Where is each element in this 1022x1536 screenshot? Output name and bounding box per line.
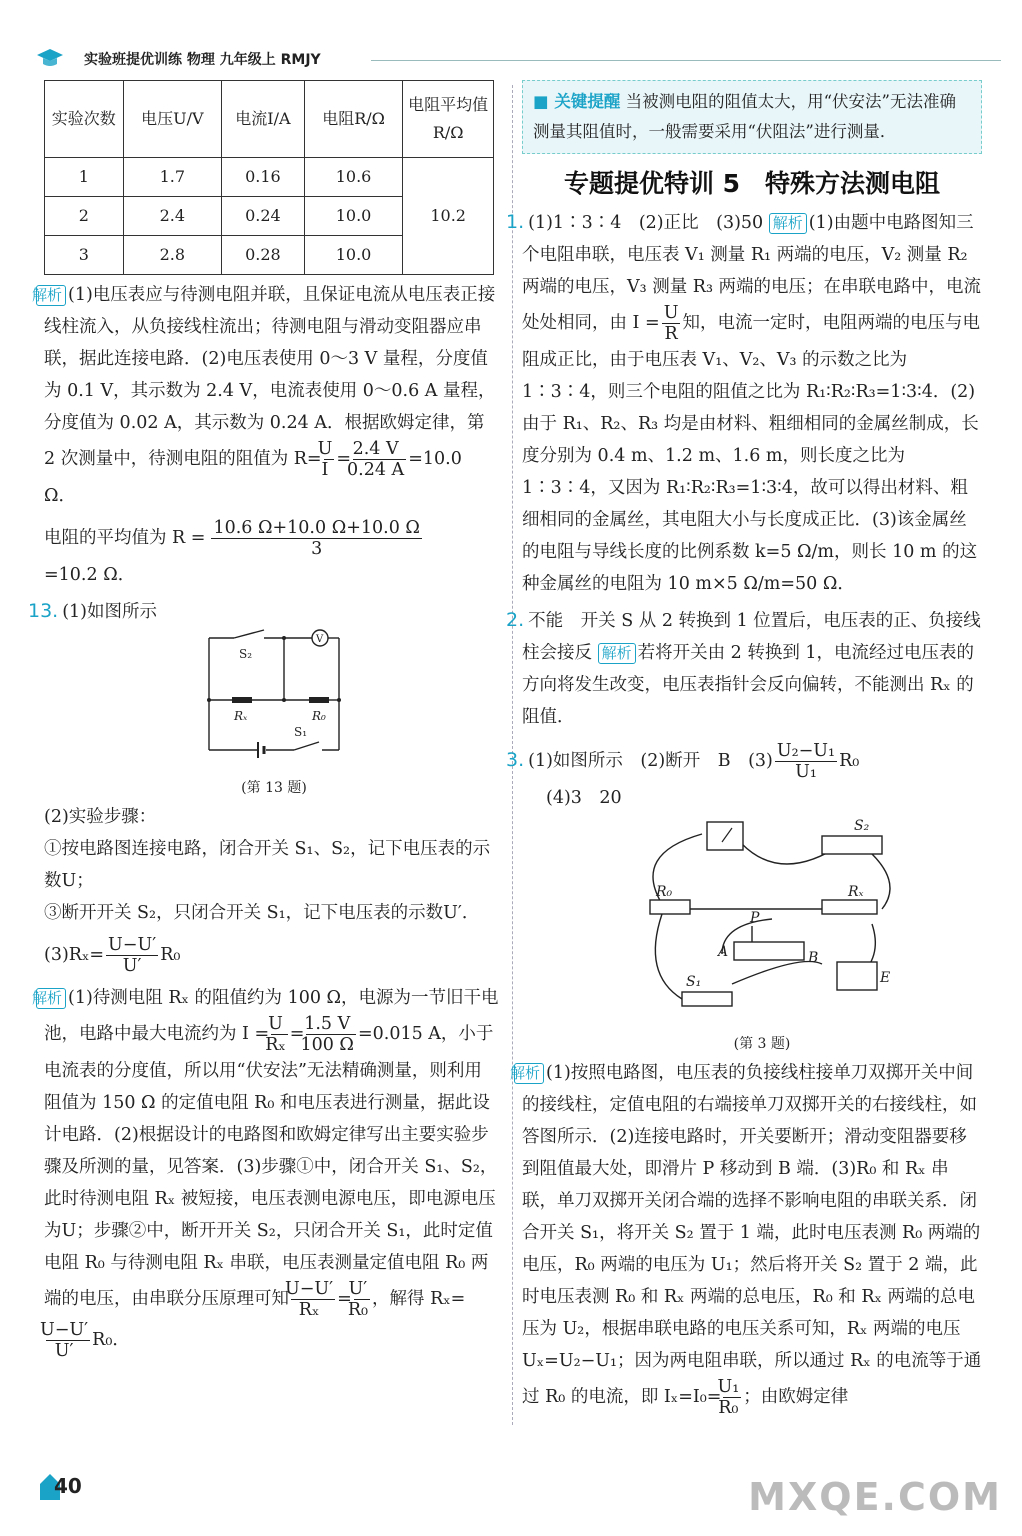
fraction: $\frac{U}{R}$ [663,303,679,344]
table-header: 电阻R/Ω [304,81,403,158]
table-header: 电压U/V [123,81,222,158]
key-reminder-box: ■ 关键提醒 当被测电阻的阻值太大，用“伏安法”无法准确测量其阻值时，一般需要采用“伏阻法”进行测量． [522,80,982,154]
fraction: $\frac{U'}{\text{R₀}}$ [347,1279,369,1320]
analysis-3: 解析 (1)按照电路图，电压表的负接线柱接单刀双掷开关中间的接线柱，定值电阻的右端接单刀双掷开关的右接线柱，如答图所示．(2)连接电路时，开关要断开；滑动变阻器要移到阻值最大处，即滑片 P 移动到 B 端．(3)R₀ 和 Rₓ 串联，单刀双掷开关闭合端的选择不影响电阻的串联关系．闭合开关 S₁，将开关 S₂ 置于 1 端，此时电压表测 R₀ 两端的电压，R₀ 两端的电压为 U₁；然后将开关 S₂ 置于 2 端，此时电压表测 R₀ 和 Rₓ 两端的总电压，R₀ 和 Rₓ 两端的总电压为 U₂，根据串联电路的电压关系可知，Rₓ 两端的电压 Uₓ=U₂−U₁；因为两电阻串联，所以通过 Rₓ 的电流等于通过 R₀ 的电流，即 Iₓ=I₀= $\frac{\text{U₁}}{\text{R₀}}$ ；由欧姆定律 [510,1063,982,1418]
header-title: 实验班提优训练 物理 九年级上 RMJY [84,52,321,68]
table-cell: 2.4 [123,197,222,236]
fraction: $\frac{2.4 V}{0.24 A}$ [347,439,405,480]
page-number: 40 [54,1474,82,1498]
key-reminder-label: ■ 关键提醒 [533,92,621,111]
fraction: $\frac{U-U'}{U'}$ [108,935,157,976]
fraction: $\frac{1.5 V}{100 \Omega}$ [300,1014,354,1055]
figure-caption: (第 3 题) [733,1036,791,1052]
page-number-box [40,1470,80,1500]
left-column [28,80,499,1361]
fraction: $\frac{U}{I}$ [317,439,333,480]
right-column [506,80,982,1418]
question-number: 1. [506,211,525,233]
table-cell: 1 [45,158,124,197]
table-cell: 10.0 [304,236,403,275]
steps-heading: (2)实验步骤： [44,807,157,827]
fraction: $\frac{U-U'}{\text{Rₓ}}$ [285,1279,334,1320]
table-cell: 3 [45,236,124,275]
table-cell: 10.6 [304,158,403,197]
fraction: $\frac{\text{U₂−U₁}}{\text{U₁}}$ [776,741,836,782]
svg-text:S₁: S₁ [294,725,308,739]
question-number: 2. [506,609,525,631]
answer-13-3: (3)Rₓ= $\frac{U-U'}{U'}$ R₀ [44,935,181,976]
fraction: $\frac{\text{U₁}}{\text{R₀}}$ [717,1377,740,1418]
table-header: 实验次数 [45,81,124,158]
figure-13 [204,628,344,797]
question-2: 2. 不能 开关 S 从 2 转换到 1 位置后，电压表的正、负接线柱会接反 解析 若将开关由 2 转换到 1，电流经过电压表的方向将发生改变，电压表指针会反向偏转，不能测出 Rₓ 的阻值． [506,609,981,727]
question-13: 13. (1)如图所示 [28,600,158,622]
table-cell: 2.8 [123,236,222,275]
svg-text:E: E [880,970,891,986]
section-title: 专题提优特训 5 特殊方法测电阻 [563,169,941,198]
analysis-tag: 解析 [598,643,636,664]
svg-text:Rₓ: Rₓ [848,884,864,900]
svg-text:S₂: S₂ [239,647,253,661]
question-1: 1. (1)1∶3∶4 (2)正比 (3)50 解析 (1)由题中电路图知三个电阻串联，电压表 V₁ 测量 R₁ 两端的电压，V₂ 测量 R₂ 两端的电压，V₃ 测量 R₃ 两端的电压；在串联电路中，电流处处相同，由 I = $\frac{U}{R}$ 知，电流一定时，电阻两端的电压与电阻成正比，由于电压表 V₁、V₂、V₃ 的示数之比为 1∶3∶4，则三个电阻的阻值之比为 R₁∶R₂∶R₃=1∶3∶4．(2)由于 R₁、R₂、R₃ 均是由材料、粗细相同的金属丝制成，长度分别为 0.4 m、1.2 m、1.6 m，则长度之比为 1∶3∶4，又因为 R₁∶R₂∶R₃=1∶3∶4，故可以得出材料、粗细相同的金属丝，其电阻大小与长度成正比．(3)该金属丝的电阻与导线长度的比例系数 k=5 Ω/m，则长 10 m 的这种金属丝的电阻为 10 m×5 Ω/m=50 Ω． [506,211,982,594]
table-header: 电流I/A [222,81,305,158]
analysis-12: 解析 (1)电压表应与待测电阻并联，且保证电流从电压表正接线柱流入，从负接线柱流出；待测电阻与滑动变阻器应串联，据此连接电路．(2)电压表使用 0～3 V 量程，分度值为 0.1 V，其示数为 2.4 V，电流表使用 0～0.6 A 量程，分度值为 0.02 A，其示数为 0.24 A．根据欧姆定律，第 2 次测量中，待测电阻的阻值为 R= $\frac{U}{I}$ = $\frac{2.4 V}{0.24 A}$ =10.0 Ω． [32,285,496,506]
fraction: $\frac{U-U'}{U'}$ [40,1320,89,1361]
svg-text:S₂: S₂ [854,818,870,834]
table-cell: 0.24 [222,197,305,236]
analysis-tag: 解析 [36,988,66,1009]
svg-text:R₀: R₀ [312,709,326,723]
header-rule [371,60,1001,61]
fraction: $\frac{10.6 \Omega+10.0 \Omega+10.0 \Omega}{3}$ [213,518,420,559]
question-number: 3. [506,749,525,771]
average-result: =10.2 Ω． [44,565,136,585]
svg-text:B: B [808,950,819,966]
table-cell: 0.16 [222,158,305,197]
table-cell: 0.28 [222,236,305,275]
circuit-diagram-13 [204,628,344,768]
figure-caption: (第 13 题) [241,780,307,796]
analysis-13: 解析 (1)待测电阻 Rₓ 的阻值约为 100 Ω，电源为一节旧干电池，电路中最大电流约为 I = $\frac{U}{\text{Rₓ}}$ = $\frac{1.5 V}{100 \Omega}$ =0.015 A，小于电流表的分度值，所以用“伏安法”无法精确测量，则利用阻值为 150 Ω 的定值电阻 R₀ 和电压表进行测量，据此设计电路．(2)根据设计的电路图和欧姆定律写出主要实验步骤及所测的量，见答案．(3)步骤①中，闭合开关 S₁、S₂，此时待测电阻 Rₓ 被短接，电压表测电源电压，即电源电压为U；步骤②中，断开开关 S₂，只闭合开关 S₁，此时定值电阻 R₀ 与待测电阻 Rₓ 串联，电压表测量定值电阻 R₀ 两端的电压，由串联分压原理可知 $\frac{U-U'}{\text{Rₓ}}$ = $\frac{U'}{\text{R₀}}$ ，解得 Rₓ= $\frac{U-U'}{U'}$ R₀． [32,988,499,1361]
step-2: ③断开开关 S₂，只闭合开关 S₁，记下电压表的示数U′． [44,903,480,923]
svg-text:Rₓ: Rₓ [234,709,248,723]
question-number: 13. [28,600,59,622]
svg-text:V: V [316,634,324,645]
data-table [44,80,494,275]
step-1: ①按电路图连接电路，闭合开关 S₁、S₂，记下电压表的示数U； [44,839,491,891]
svg-text:A: A [718,944,729,960]
graduation-cap-icon [36,46,64,70]
question-3: 3. (1)如图所示 (2)断开 B (3) $\frac{\text{U₂−U₁}}{\text{U₁}}$ R₀ [506,741,860,782]
table-average-cell: 10.2 [403,158,494,275]
svg-text:R₀: R₀ [656,884,673,900]
svg-text:S₁: S₁ [686,974,702,990]
analysis-tag: 解析 [36,285,66,306]
table-cell: 10.0 [304,197,403,236]
figure-3 [622,814,902,1053]
circuit-diagram-3 [622,814,902,1024]
table-cell: 2 [45,197,124,236]
fraction: $\frac{U}{\text{Rₓ}}$ [265,1014,286,1055]
analysis-tag: 解析 [769,213,807,234]
svg-text:P: P [750,910,760,926]
table-cell: 1.7 [123,158,222,197]
table-header: 电阻平均值R/Ω [403,81,494,158]
analysis-tag: 解析 [514,1063,544,1084]
average-formula: 电阻的平均值为 R = $\frac{10.6 \Omega+10.0 \Omega+10.0 \Omega}{3}$ [44,518,420,559]
answer-3-4: (4)3 20 [546,788,622,808]
watermark: MXQE.COM [748,1475,1002,1519]
page-header [36,44,976,74]
